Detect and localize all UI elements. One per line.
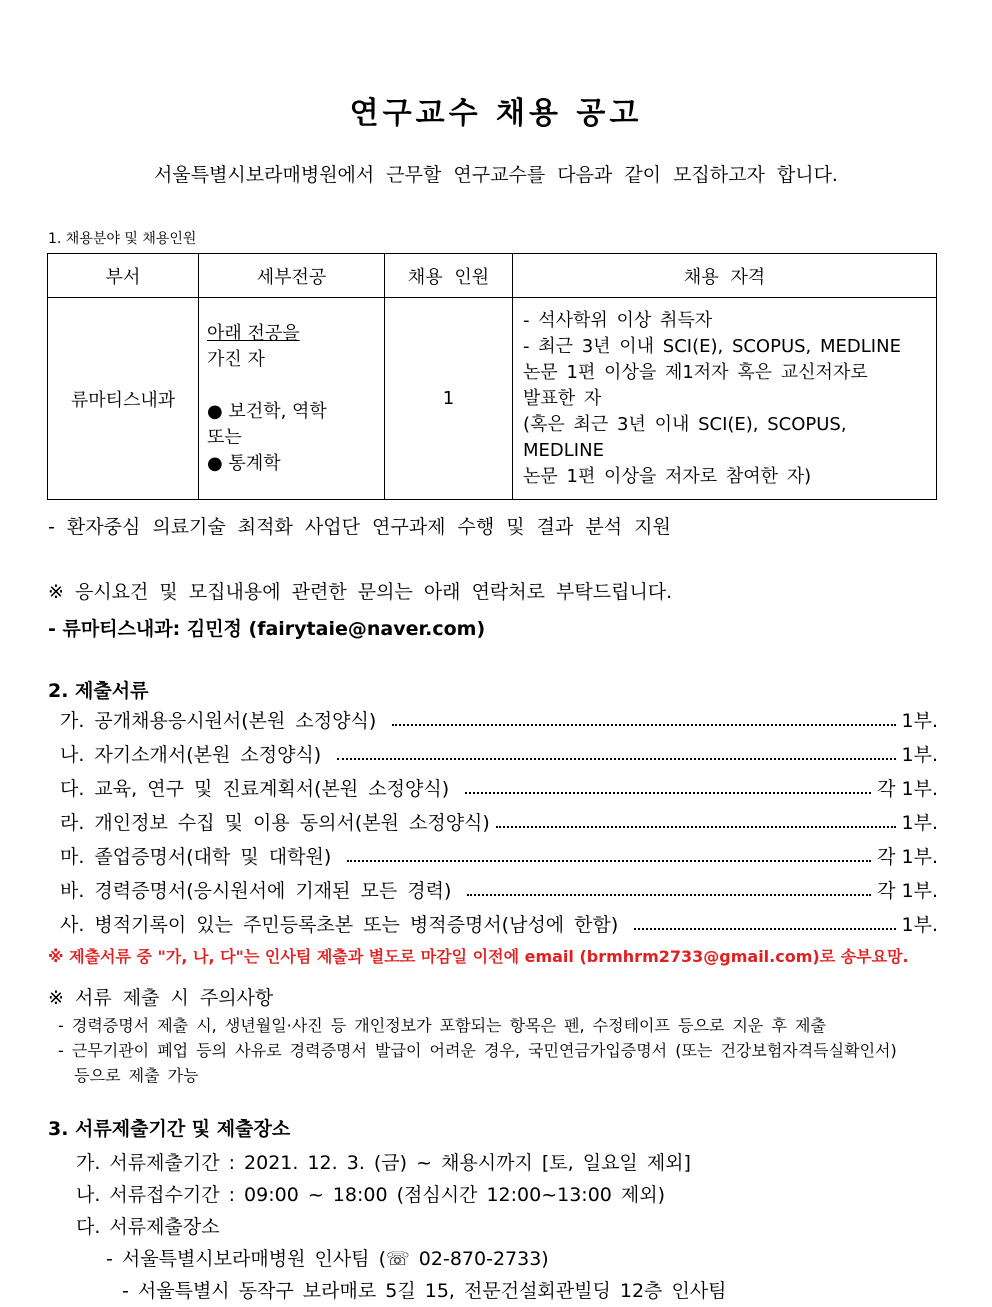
section1-heading: 1. 채용분야 및 채용인원 [48,231,197,247]
major-line: ● 통계학 [207,452,281,474]
qual-line: 발표한 자 [523,387,602,409]
qual-line: 논문 1편 이상을 제1저자 혹은 교신저자로 [523,361,868,383]
document-label: 다. 교육, 연구 및 진료계획서(본원 소정양식) [60,778,450,800]
cell-count: 1 [385,298,513,500]
dot-leader [467,894,871,896]
dot-leader [392,724,895,726]
submission-place: 다. 서류제출장소 [76,1216,220,1238]
header-dept: 부서 [48,254,199,298]
dot-leader [634,928,895,930]
document-label: 바. 경력증명서(응시원서에 기재된 모든 경력) [60,880,452,902]
table-header-row [48,254,937,298]
intro-text: 서울특별시보라매병원에서 근무할 연구교수를 다음과 같이 모집하고자 합니다. [154,164,838,186]
cell-qualification [513,298,937,500]
page-title: 연구교수 채용 공고 [349,96,643,131]
document-item [60,773,938,801]
cell-dept: 류마티스내과 [48,298,199,500]
qual-line: (혹은 최근 3년 이내 SCI(E), SCOPUS, MEDLINE [523,413,847,461]
document-qty: 각 1부. [877,778,938,800]
header-count: 채용 인원 [385,254,513,298]
document-item [60,909,938,937]
major-line: 또는 [207,426,242,448]
major-line: ● 보건학, 역학 [207,400,327,422]
email-warning: ※ 제출서류 중 "가, 나, 다"는 인사팀 제출과 별도로 마감일 이전에 email (brmhrm2733@gmail.com)로 송부요망. [48,947,909,966]
header-qualification: 채용 자격 [513,254,937,298]
dot-leader [465,792,871,794]
submission-hours: 나. 서류접수기간 : 09:00 ~ 18:00 (점심시간 12:00~13:00 제외) [76,1184,666,1206]
dot-leader [347,860,871,862]
caution-note: - 근무기관이 폐업 등의 사유로 경력증명서 발급이 어려운 경우, 국민연금가입증명서 (또는 건강보험자격득실확인서) [58,1041,897,1060]
table-row [48,298,937,500]
document-item [60,875,938,903]
section2-heading: 2. 제출서류 [48,680,149,702]
place-detail: - 서울특별시보라매병원 인사팀 (☏ 02-870-2733) [106,1248,549,1270]
major-line: 아래 전공을 [207,322,300,344]
header-major: 세부전공 [199,254,385,298]
support-text: - 환자중심 의료기술 최적화 사업단 연구과제 수행 및 결과 분석 지원 [48,516,671,538]
caution-note: - 경력증명서 제출 시, 생년월일·사진 등 개인정보가 포함되는 항목은 펜, 수정테이프 등으로 지운 후 제출 [58,1016,826,1035]
section3-heading: 3. 서류제출기간 및 제출장소 [48,1118,291,1140]
document-qty: 1부. [901,914,938,936]
document-label: 가. 공개채용응시원서(본원 소정양식) [60,710,377,732]
dot-leader [496,826,896,828]
document-qty: 1부. [901,744,938,766]
contact-text: - 류마티스내과: 김민정 (fairytaie@naver.com) [48,618,486,640]
major-line: 가진 자 [207,348,265,370]
document-label: 사. 병적기록이 있는 주민등록초본 또는 병적증명서(남성에 한함) [60,914,619,936]
document-label: 마. 졸업증명서(대학 및 대학원) [60,846,332,868]
dot-leader [337,758,895,760]
qual-line: 논문 1편 이상을 저자로 참여한 자) [523,465,812,487]
place-address: - 서울특별시 동작구 보라매로 5길 15, 전문건설회관빌딩 12층 인사팀 [122,1280,727,1302]
document-label: 라. 개인정보 수집 및 이용 동의서(본원 소정양식) [60,812,490,834]
qual-line: - 최근 3년 이내 SCI(E), SCOPUS, MEDLINE [523,335,901,357]
document-label: 나. 자기소개서(본원 소정양식) [60,744,322,766]
qual-line: - 석사학위 이상 취득자 [523,309,713,331]
caution-heading: ※ 서류 제출 시 주의사항 [48,987,274,1009]
document-item [60,807,938,835]
cell-major [199,298,385,500]
document-qty: 1부. [901,710,938,732]
submission-period: 가. 서류제출기간 : 2021. 12. 3. (금) ~ 채용시까지 [토, 일요일 제외] [76,1152,691,1174]
document-item [60,841,938,869]
inquiry-text: ※ 응시요건 및 모집내용에 관련한 문의는 아래 연락처로 부탁드립니다. [48,581,673,603]
document-item [60,705,938,733]
document-qty: 각 1부. [877,880,938,902]
recruitment-table [47,253,937,500]
caution-note: 등으로 제출 가능 [58,1066,199,1085]
document-item [60,739,938,767]
document-qty: 1부. [901,812,938,834]
document-qty: 각 1부. [877,846,938,868]
